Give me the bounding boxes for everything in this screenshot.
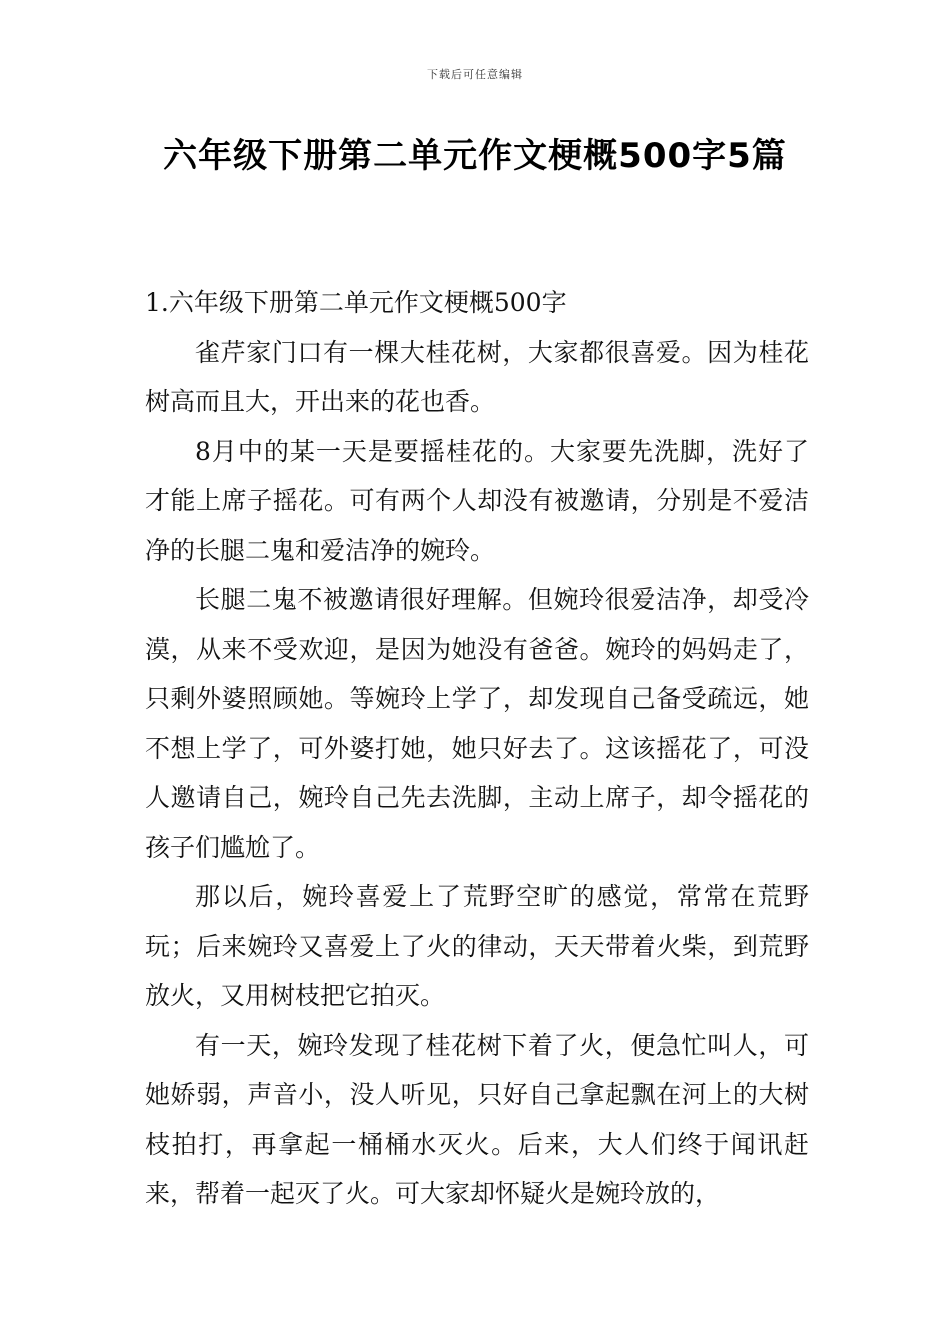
paragraph: 雀芹家门口有一棵大桂花树，大家都很喜爱。因为桂花树高而且大，开出来的花也香。 <box>145 337 809 416</box>
paragraph: 8月中的某一天是要摇桂花的。大家要先洗脚，洗好了才能上席子摇花。可有两个人却没有被邀请，分别是不爱洁净的长腿二鬼和爱洁净的婉玲。 <box>145 436 809 565</box>
paragraph: 那以后，婉玲喜爱上了荒野空旷的感觉，常常在荒野玩；后来婉玲又喜爱上了火的律动，天天带着火柴，到荒野放火，又用树枝把它拍灭。 <box>145 882 809 1010</box>
document-body <box>145 278 809 1219</box>
paragraph: 有一天，婉玲发现了桂花树下着了火，便急忙叫人，可她娇弱，声音小，没人听见，只好自己拿起飘在河上的大树枝拍打，再拿起一桶桶水灭火。后来，大人们终于闻讯赶来，帮着一起灭了火。可大家却怀疑火是婉玲放的， <box>145 1030 809 1208</box>
document-title: 六年级下册第二单元作文梗概500字5篇 <box>163 136 787 176</box>
paragraph: 长腿二鬼不被邀请很好理解。但婉玲很爱洁净，却受冷漠，从来不受欢迎，是因为她没有爸爸。婉玲的妈妈走了，只剩外婆照顾她。等婉玲上学了，却发现自己备受疏远，她不想上学了，可外婆打她，她只好去了。这该摇花了，可没人邀请自己，婉玲自己先去洗脚，主动上席子，却令摇花的孩子们尴尬了。 <box>145 585 809 862</box>
header-note: 下载后可任意编辑 <box>427 68 523 81</box>
section-heading: 1.六年级下册第二单元作文梗概500字 <box>145 288 567 317</box>
